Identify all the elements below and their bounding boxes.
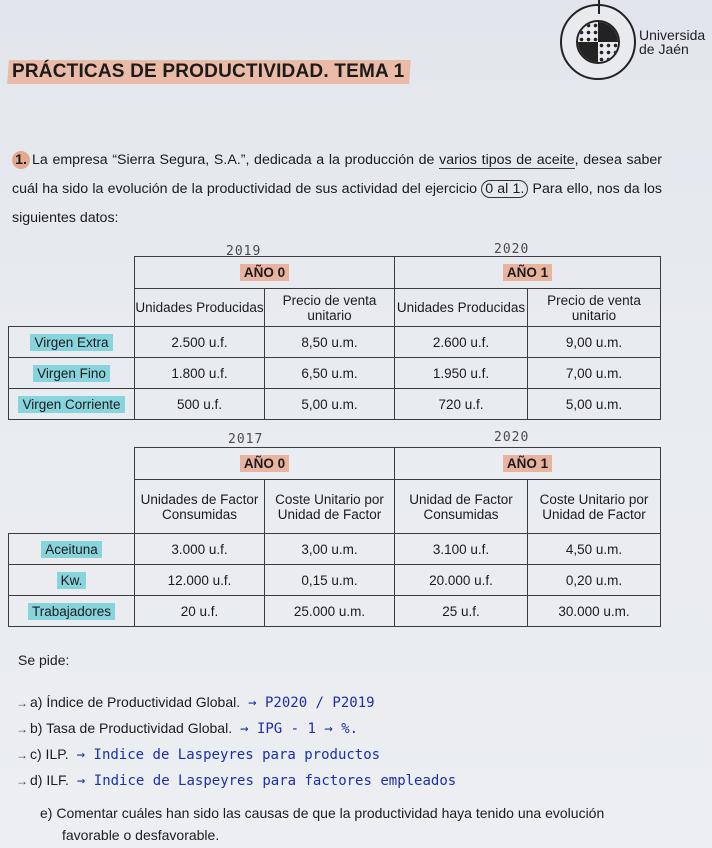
factors-table	[8, 447, 661, 627]
year-1-header: AÑO 1	[503, 264, 552, 281]
handwritten-year: 2017	[228, 432, 264, 447]
column-header: Coste Unitario por Unidad de Factor	[528, 480, 661, 534]
table-row: Aceituna 3.000 u.f. 3,00 u.m. 3.100 u.f. 4,50 u.m.	[9, 534, 661, 565]
handwritten-year: 2020	[494, 242, 530, 257]
handwritten-note: → Indice de Laspeyres para factores empleados	[76, 773, 457, 789]
questions-title: Se pide:	[18, 652, 70, 668]
arrow-icon: →	[16, 696, 28, 710]
university-seal-icon	[560, 4, 636, 80]
handwritten-year: 2020	[494, 430, 530, 445]
column-header: Unidades de Factor Consumidas	[135, 480, 265, 534]
row-label: Virgen Corriente	[18, 396, 124, 413]
year-0-header: AÑO 0	[240, 264, 289, 281]
table-row: Virgen Fino 1.800 u.f. 6,50 u.m. 1.950 u.f. 7,00 u.m.	[9, 358, 661, 389]
university-name: Universida de Jaén	[639, 27, 706, 57]
table-row: Trabajadores 20 u.f. 25.000 u.m. 25 u.f. 30.000 u.m.	[9, 596, 661, 627]
handwritten-note: → P2020 / P2019	[248, 695, 375, 711]
row-label: Trabajadores	[28, 603, 115, 620]
column-header: Precio de venta unitario	[528, 289, 661, 327]
arrow-icon: →	[16, 722, 28, 736]
column-header: Coste Unitario por Unidad de Factor	[265, 480, 395, 534]
column-header: Unidades Producidas	[135, 289, 265, 327]
question-e: e) Comentar cuáles han sido las causas de que la productividad haya tenido una evolución favorable o desfavorable.	[40, 805, 605, 843]
row-label: Aceituna	[41, 541, 102, 558]
handwritten-note: → Indice de Laspeyres para productos	[76, 747, 381, 763]
year-1-header: AÑO 1	[503, 455, 552, 472]
row-label: Kw.	[57, 572, 87, 589]
table-row: Virgen Extra 2.500 u.f. 8,50 u.m. 2.600 u.f. 9,00 u.m.	[9, 327, 661, 358]
question-a: → a) Índice de Productividad Global. → P2020 / P2019	[16, 694, 375, 711]
handwritten-year: 2019	[226, 244, 262, 259]
page-title: PRÁCTICAS DE PRODUCTIVIDAD. TEMA 1	[7, 60, 411, 84]
university-logo	[560, 4, 705, 80]
table-row: Virgen Corriente 500 u.f. 5,00 u.m. 720 u.f. 5,00 u.m.	[9, 389, 661, 420]
column-header: Unidades Producidas	[395, 289, 528, 327]
arrow-icon: →	[16, 748, 28, 762]
column-header: Precio de venta unitario	[265, 289, 395, 327]
question-c: → c) ILP. → Indice de Laspeyres para productos	[16, 746, 381, 763]
arrow-icon: →	[16, 774, 28, 788]
circled-period: 0 al 1.	[481, 180, 528, 198]
question-b: → b) Tasa de Productividad Global. → IPG - 1 → %.	[16, 720, 359, 737]
problem-number: 1.	[12, 151, 30, 169]
problem-statement: 1. La empresa “Sierra Segura, S.A.”, dedicada a la producción de varios tipos de aceite, desea saber cuál ha sido la evolución de la productividad de sus actividad del ejercicio 0 al 1. Para ello, nos da los siguientes datos:	[12, 152, 663, 226]
row-label: Virgen Extra	[30, 334, 112, 351]
question-d: → d) ILF. → Indice de Laspeyres para factores empleados	[16, 772, 457, 789]
table-row: Kw. 12.000 u.f. 0,15 u.m. 20.000 u.f. 0,20 u.m.	[9, 565, 661, 596]
year-0-header: AÑO 0	[240, 455, 289, 472]
column-header: Unidad de Factor Consumidas	[395, 480, 528, 534]
production-table	[8, 256, 661, 420]
handwritten-note: → IPG - 1 → %.	[240, 721, 359, 737]
row-label: Virgen Fino	[33, 365, 110, 382]
